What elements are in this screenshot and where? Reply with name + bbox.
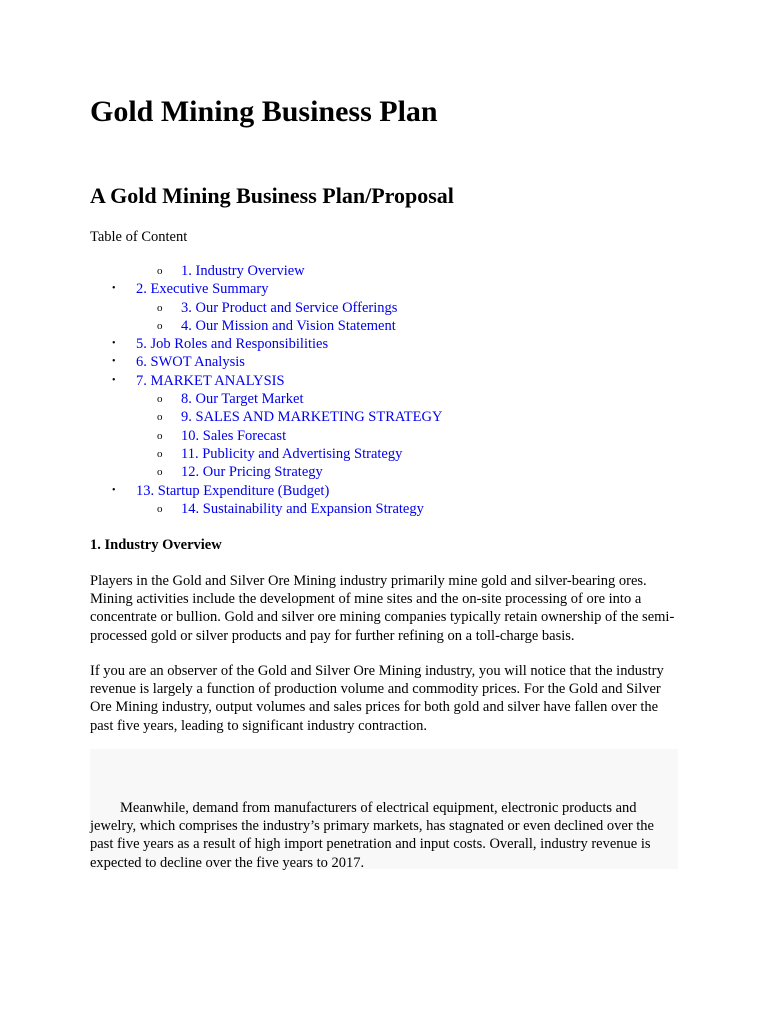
disc-bullet-icon: •	[112, 338, 116, 350]
document-title: Gold Mining Business Plan	[90, 95, 438, 128]
section-heading: 1. Industry Overview	[90, 537, 222, 553]
disc-bullet-icon: •	[112, 283, 116, 295]
toc-link-mission-vision[interactable]: 4. Our Mission and Vision Statement	[181, 317, 396, 334]
toc-item	[90, 353, 650, 371]
toc-link-publicity[interactable]: 11. Publicity and Advertising Strategy	[181, 445, 403, 462]
disc-bullet-icon: •	[112, 374, 116, 386]
toc-item	[90, 335, 650, 353]
toc-link-sustainability[interactable]: 14. Sustainability and Expansion Strategy	[181, 500, 424, 517]
hollow-bullet-icon: o	[157, 466, 163, 479]
hollow-bullet-icon: o	[157, 502, 163, 515]
toc-item	[90, 299, 650, 317]
document-subtitle: A Gold Mining Business Plan/Proposal	[90, 183, 454, 208]
hollow-bullet-icon: o	[157, 265, 163, 277]
table-of-contents	[90, 262, 650, 518]
hollow-bullet-icon: o	[157, 447, 163, 460]
paragraph: Players in the Gold and Silver Ore Mining industry primarily mine gold and silver-bearing ores. Mining activities include the development of mine sites and the on-site processing of ore into a concentrate or bullion. Gold and silver ore mining companies typically retain ownership of the semi-processed gold or silver products and pay for further refining on a toll-charge basis.	[90, 573, 675, 644]
toc-link-startup-expenditure[interactable]: 13. Startup Expenditure (Budget)	[136, 482, 330, 499]
toc-item	[90, 262, 650, 280]
toc-label: Table of Content	[90, 229, 188, 245]
toc-link-executive-summary[interactable]: 2. Executive Summary	[136, 281, 269, 298]
hollow-bullet-icon: o	[157, 411, 163, 424]
toc-link-sales-marketing[interactable]: 9. SALES AND MARKETING STRATEGY	[181, 409, 443, 426]
toc-item	[90, 445, 650, 463]
toc-link-pricing[interactable]: 12. Our Pricing Strategy	[181, 464, 323, 481]
hollow-bullet-icon: o	[157, 319, 163, 332]
toc-item	[90, 372, 650, 390]
paragraph: Meanwhile, demand from manufacturers of electrical equipment, electronic products and jewelry, which comprises the industry’s primary markets, has stagnated or even declined over the past five years as a result of high import penetration and input costs. Overall, industry revenue is expected to decline over the five years to 2017.	[90, 800, 654, 871]
toc-item	[90, 390, 650, 408]
toc-item	[90, 463, 650, 481]
toc-link-market-analysis[interactable]: 7. MARKET ANALYSIS	[136, 372, 285, 389]
toc-link-target-market[interactable]: 8. Our Target Market	[181, 391, 304, 408]
hollow-bullet-icon: o	[157, 301, 163, 314]
toc-item	[90, 317, 650, 335]
paragraph: If you are an observer of the Gold and Silver Ore Mining industry, you will notice that the industry revenue is largely a function of production volume and commodity prices. For the Gold and Silver Ore Mining industry, output volumes and sales prices for both gold and silver have fallen over the past five years, leading to significant industry contraction.	[90, 663, 664, 734]
toc-item	[90, 482, 650, 500]
toc-item	[90, 280, 650, 298]
toc-link-industry-overview[interactable]: 1. Industry Overview	[181, 263, 305, 279]
hollow-bullet-icon: o	[157, 393, 163, 406]
toc-link-product-service[interactable]: 3. Our Product and Service Offerings	[181, 299, 398, 316]
hollow-bullet-icon: o	[157, 429, 163, 442]
disc-bullet-icon: •	[112, 484, 116, 496]
toc-item	[90, 427, 650, 445]
toc-item	[90, 408, 650, 426]
toc-link-job-roles[interactable]: 5. Job Roles and Responsibilities	[136, 336, 329, 353]
disc-bullet-icon: •	[112, 356, 116, 368]
toc-item	[90, 500, 650, 518]
toc-link-sales-forecast[interactable]: 10. Sales Forecast	[181, 427, 287, 444]
toc-link-swot[interactable]: 6. SWOT Analysis	[136, 354, 245, 371]
